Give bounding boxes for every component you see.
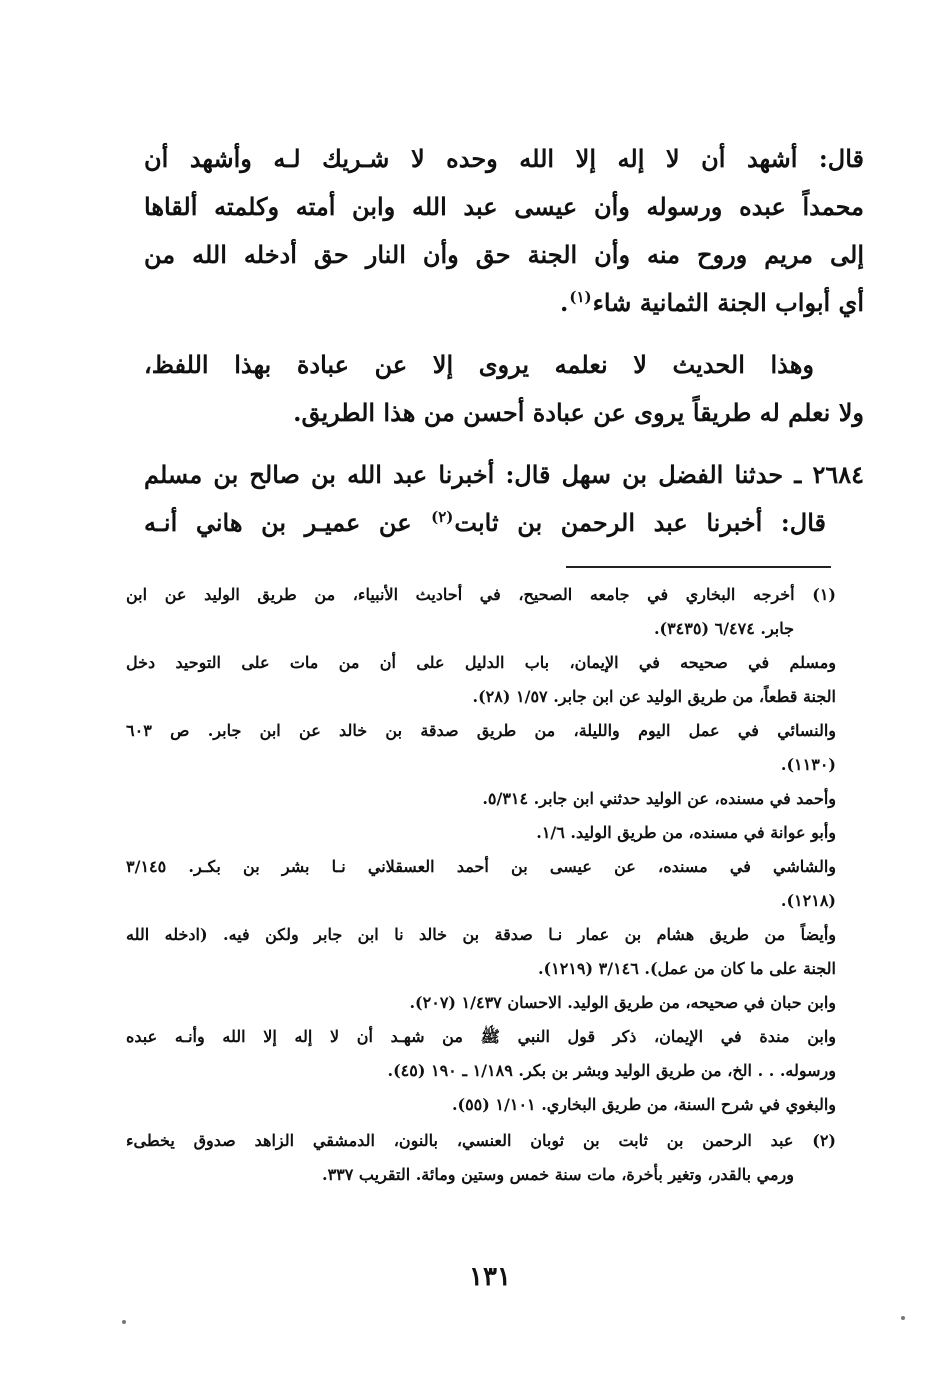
footnote-line: (٢) عبد الرحمن بن ثابت بن ثوبان العنسي، بالنون، الدمشقي الزاهد صدوق يخطىء bbox=[126, 1131, 836, 1150]
footnote-separator bbox=[566, 566, 831, 568]
main-text-fragment: عن عميـر بن هاني أنـه bbox=[144, 508, 431, 537]
footnote-line: وأيضاً من طريق هشام بن عمار نـا صدقة بن خالد نا ابن جابر ولكن فيه. (ادخله الله bbox=[126, 925, 836, 944]
main-text-line: إلى مريم وروح منه وأن الجنة حق وأن النار حق أدخله الله من bbox=[144, 240, 864, 269]
footnote-line: الجنة على ما كان من عمل). ٣/١٤٦ (١٢١٩). bbox=[537, 959, 836, 978]
footnote-line: (١٢١٨). bbox=[780, 891, 836, 910]
footnote-line: وأحمد في مسنده، عن الوليد حدثني ابن جابر. ٥/٣١٤. bbox=[482, 789, 836, 808]
main-text-line: وهذا الحديث لا نعلمه يروى إلا عن عبادة بهذا اللفظ، bbox=[144, 350, 814, 379]
footnote-line: وأبو عوانة في مسنده، من طريق الوليد. ١/٦. bbox=[536, 823, 836, 842]
footnote-line: (١١٣٠). bbox=[780, 755, 836, 774]
footnote-line: والنسائي في عمل اليوم والليلة، من طريق صدقة بن خالد عن ابن جابر. ص ٦٠٣ bbox=[126, 721, 836, 740]
footnote-line: وابن مندة في الإيمان، ذكر قول النبي ﷺ من شهـد أن لا إله إلا الله وأنـه عبده bbox=[126, 1027, 836, 1046]
main-text-line bbox=[144, 279, 864, 327]
footnote-line: ورسوله. . . الخ، من طريق الوليد وبشر بن بكر. ١/١٨٩ ـ ١٩٠ (٤٥). bbox=[387, 1061, 836, 1080]
scan-speck bbox=[901, 1316, 905, 1320]
main-text-line: محمداً عبده ورسوله وأن عيسى عبد الله وابن أمته وكلمته ألقاها bbox=[144, 192, 864, 221]
footnote-line: والشاشي في مسنده، عن عيسى بن أحمد العسقلاني نـا بشر بن بكـر. ٣/١٤٥ bbox=[126, 857, 836, 876]
footnote-line: وابن حبان في صحيحه، من طريق الوليد. الاحسان ١/٤٣٧ (٢٠٧). bbox=[409, 993, 836, 1012]
footnote-line: الجنة قطعاً، من طريق الوليد عن ابن جابر. ١/٥٧ (٢٨). bbox=[472, 687, 836, 706]
hadith-2684-line bbox=[144, 499, 864, 547]
footnote-line: ورمي بالقدر، وتغير بأخرة، مات سنة خمس وستين ومائة. التقريب ٣٣٧. bbox=[322, 1165, 794, 1184]
sentence-end: . bbox=[559, 288, 569, 317]
footnote-line: جابر. ٦/٤٧٤ (٣٤٣٥). bbox=[653, 619, 794, 638]
hadith-2684-line: ٢٦٨٤ ـ حدثنا الفضل بن سهل قال: أخبرنا عبد الله بن صالح بن مسلم bbox=[144, 460, 864, 489]
main-text-line: ولا نعلم له طريقاً يروى عن عبادة أحسن من هذا الطريق. bbox=[293, 398, 864, 427]
footnote-line: (١) أخرجه البخاري في جامعه الصحيح، في أحاديث الأنبياء، من طريق الوليد عن ابن bbox=[126, 585, 836, 604]
main-text-line: قال: أشهد أن لا إله إلا الله وحده لا شـريك لـه وأشهد أن bbox=[144, 144, 864, 173]
footnotes bbox=[126, 578, 836, 1192]
footnote-ref-1[interactable]: (١) bbox=[569, 288, 592, 306]
main-text-fragment: قال: أخبرنا عبد الرحمن بن ثابت bbox=[454, 508, 826, 537]
footnote-ref-2[interactable]: (٢) bbox=[431, 508, 454, 526]
page-number: ١٣١ bbox=[469, 1262, 511, 1292]
main-text-fragment: أي أبواب الجنة الثمانية شاء bbox=[592, 288, 864, 317]
footnote-line: ومسلم في صحيحه في الإيمان، باب الدليل على أن من مات على التوحيد دخل bbox=[126, 653, 836, 672]
footnote-line: والبغوي في شرح السنة، من طريق البخاري. ١/١٠١ (٥٥). bbox=[451, 1095, 836, 1114]
scan-speck bbox=[122, 1320, 126, 1324]
main-text bbox=[144, 135, 864, 547]
